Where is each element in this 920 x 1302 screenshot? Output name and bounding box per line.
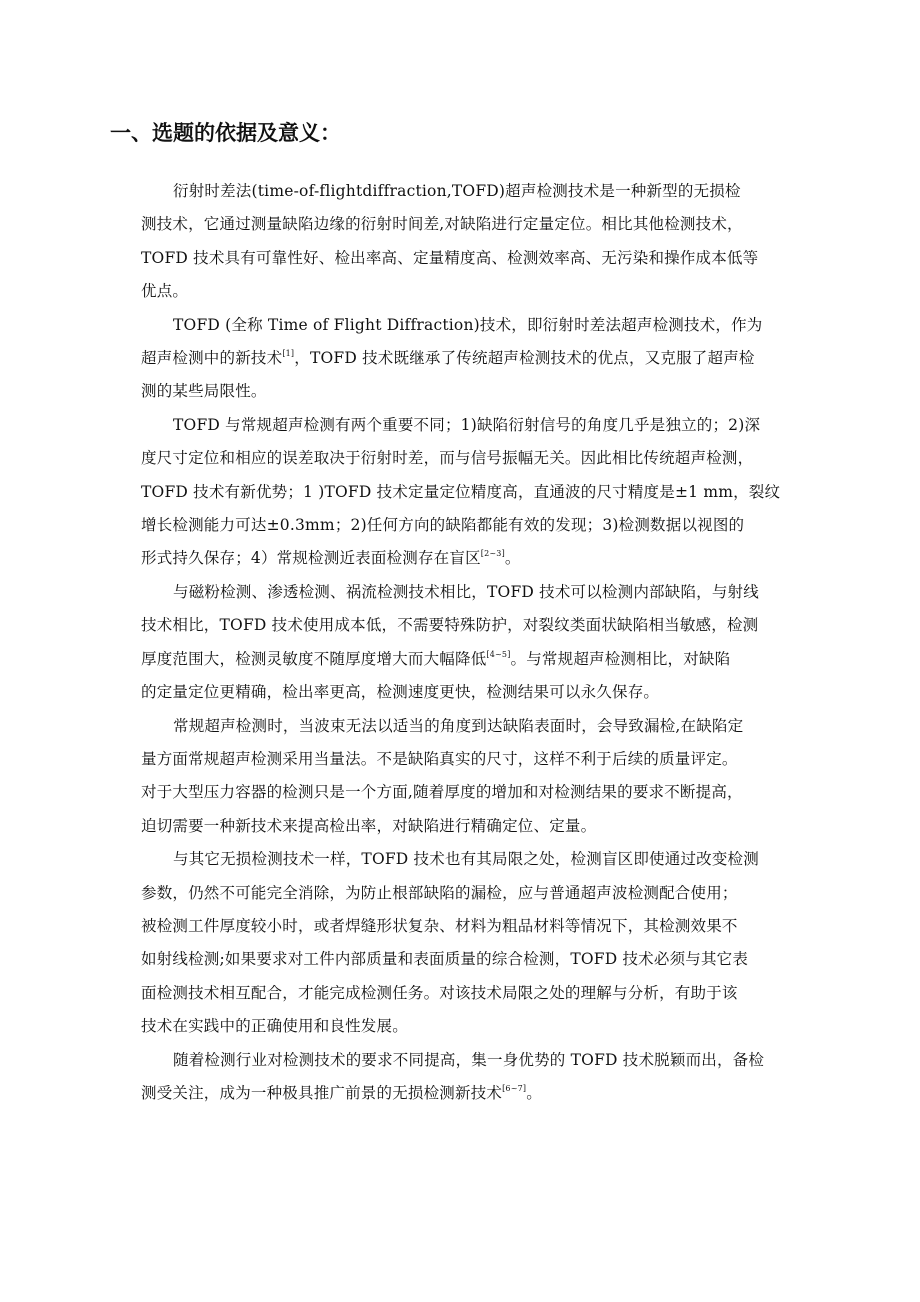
paragraph-line: 量方面常规超声检测采用当量法。不是缺陷真实的尺寸，这样不利于后续的质量评定。 bbox=[141, 749, 738, 768]
paragraph-line: 与其它无损检测技术一样，TOFD 技术也有其局限之处，检测盲区即使通过改变检测 bbox=[173, 850, 759, 869]
paragraph-line: TOFD (全称 Time of Flight Diffraction)技术，即衍射时差法超声检测技术，作为 bbox=[173, 315, 763, 334]
paragraph-line: 技术在实践中的正确使用和良性发展。 bbox=[141, 1017, 408, 1036]
line-text: 超声检测中的新技术 bbox=[141, 349, 283, 368]
paragraph-line bbox=[110, 1077, 810, 1110]
line-text: ，TOFD 技术既继承了传统超声检测技术的优点，又克服了超声检 bbox=[294, 349, 755, 368]
paragraph-5 bbox=[110, 710, 810, 844]
line-text: 测受关注，成为一种极具推广前景的无损检测新技术 bbox=[141, 1083, 503, 1102]
citation: [4~5] bbox=[486, 649, 511, 659]
paragraph-line: 与磁粉检测、渗透检测、祸流检测技术相比，TOFD 技术可以检测内部缺陷，与射线 bbox=[173, 582, 759, 601]
line-text: 形式持久保存；4）常规检测近表面检测存在盲区 bbox=[141, 549, 481, 568]
paragraph-2 bbox=[110, 309, 810, 409]
document-body bbox=[110, 175, 810, 1110]
paragraph-3 bbox=[110, 409, 810, 576]
citation: [1] bbox=[282, 349, 295, 359]
paragraph-line: 迫切需要一种新技术来提高检出率，对缺陷进行精确定位、定量。 bbox=[141, 816, 597, 835]
paragraph-line: 被检测工件厚度较小时，或者焊缝形状复杂、材料为粗品材料等情况下，其检测效果不 bbox=[141, 916, 738, 935]
line-text: 。与常规超声检测相比，对缺陷 bbox=[510, 649, 731, 668]
paragraph-line: 参数，仍然不可能完全消除，为防止根部缺陷的漏检，应与普通超声波检测配合使用； bbox=[141, 883, 738, 902]
line-text: 。 bbox=[526, 1083, 542, 1102]
paragraph-line: 测技术，它通过测量缺陷边缘的衍射时间差,对缺陷进行定量定位。相比其他检测技术， bbox=[141, 215, 743, 234]
paragraph-line: TOFD 技术具有可靠性好、检出率高、定量精度高、检测效率高、无污染和操作成本低等 bbox=[141, 248, 759, 267]
citation: [6~7] bbox=[502, 1083, 527, 1093]
paragraph-line: 对于大型压力容器的检测只是一个方面,随着厚度的增加和对检测结果的要求不断提高， bbox=[141, 783, 743, 802]
paragraph-line: 随着检测行业对检测技术的要求不同提高，集一身优势的 TOFD 技术脱颖而出，备检 bbox=[173, 1050, 765, 1069]
paragraph-line bbox=[110, 643, 810, 676]
paragraph-line: 技术相比，TOFD 技术使用成本低，不需要特殊防护，对裂纹类面状缺陷相当敏感，检测 bbox=[141, 616, 759, 635]
paragraph-line: TOFD 技术有新优势；1 )TOFD 技术定量定位精度高，直通波的尺寸精度是±1 mm，裂纹 bbox=[141, 482, 781, 501]
paragraph-line: 增长检测能力可达±0.3mm；2)任何方向的缺陷都能有效的发现；3)检测数据以视图的 bbox=[141, 516, 745, 535]
paragraph-line: 如射线检测;如果要求对工件内部质量和表面质量的综合检测，TOFD 技术必须与其它表 bbox=[141, 950, 749, 969]
paragraph-6 bbox=[110, 843, 810, 1043]
paragraph-line bbox=[110, 342, 810, 375]
paragraph-line: 优点。 bbox=[141, 282, 189, 301]
paragraph-7 bbox=[110, 1044, 810, 1111]
citation: [2~3] bbox=[480, 549, 505, 559]
paragraph-line: 度尺寸定位和相应的误差取决于衍射时差，而与信号振幅无关。因此相比传统超声检测， bbox=[141, 449, 754, 468]
paragraph-1 bbox=[110, 175, 810, 309]
section-heading: 一、选题的依据及意义： bbox=[110, 121, 341, 145]
paragraph-line: 衍射时差法(time-of-flightdiffraction,TOFD)超声检测技术是一种新型的无损检 bbox=[173, 182, 741, 200]
line-text: 厚度范围大，检测灵敏度不随厚度增大而大幅降低 bbox=[141, 649, 487, 668]
line-text: 。 bbox=[504, 549, 521, 568]
paragraph-line: 测的某些局限性。 bbox=[141, 382, 267, 401]
paragraph-line: 面检测技术相互配合，才能完成检测任务。对该技术局限之处的理解与分析，有助于该 bbox=[141, 983, 738, 1002]
paragraph-line bbox=[110, 542, 810, 575]
paragraph-4 bbox=[110, 576, 810, 710]
paragraph-line: TOFD 与常规超声检测有两个重要不同；1)缺陷衍射信号的角度几乎是独立的；2)深 bbox=[173, 415, 761, 434]
paragraph-line: 常规超声检测时，当波束无法以适当的角度到达缺陷表面时，会导致漏检,在缺陷定 bbox=[173, 716, 744, 735]
paragraph-line: 的定量定位更精确，检出率更高，检测速度更快，检测结果可以永久保存。 bbox=[141, 683, 660, 702]
